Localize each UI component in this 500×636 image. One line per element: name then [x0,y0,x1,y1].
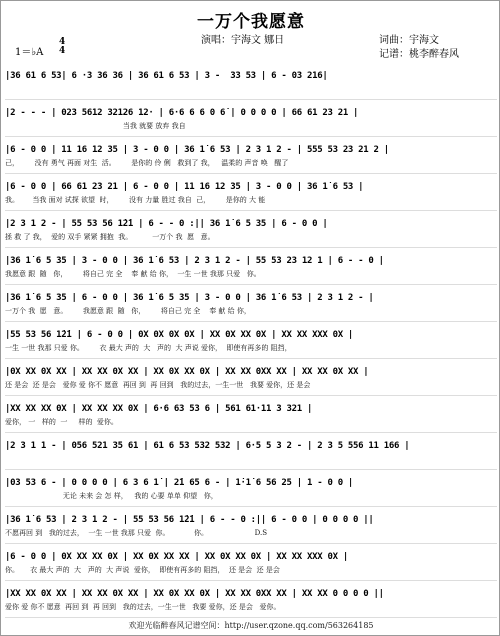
notation-line: |2 3 1 1 - | 056 521 35 61 | 61 6 53 532 532 | 6·5 5 3 2 - | 2 3 5 556 11 166 | [5,441,410,451]
notation-line: |36 1̇ 6 53 | 2 3 1 2 - | 55 53 56 1̇2̇1 | 6 - - 0 :|| 6 - 0 0 | 0 0 0 0 || [5,515,374,525]
notation-line: |36 1̇ 6 5 35 | 6 - 0 0 | 36 1̇ 6 5 35 | 3 - 0 0 | 36 1̇ 6 53 | 2 3 1 2 - | [5,293,374,303]
line-separator [5,469,497,470]
notation-line: |XX XX XX 0X | XX XX XX 0X | 6·6 63 53 6 | 561 61·11 3 321 | [5,404,313,414]
singer-credit: 演唱：宇海文 娜日 [201,35,285,46]
line-separator [5,136,497,137]
lyric-line: 我。 当我 面对 试探 欲望 时， 没有 力量 胜过 我自 己， 是你的 大 能 [5,196,266,204]
song-title: 一万个我愿意 [197,12,305,32]
footer-text: 欢迎光临醉春风记谱空间：http://user.qzone.qq.com/563264185 [128,621,374,630]
notation-line: |03 53 6 - | 0 0 0 0 | 6 3 6 1̇ | 2̇1 65 6 - | 1̇·1̇ 6 56 25 | 1 - 0 0 | [5,478,354,488]
line-separator [5,99,497,100]
notation-line: |6 - 0 0 | 66 61 23 21 | 6 - 0 0 | 11 16 12 35 | 3 - 0 0 | 36 1̇ 6 53 | [5,182,364,192]
line-separator [5,321,497,322]
lyric-line: 你。 衣 最大 声的 大 声的 大 声说 爱你， 即使有再多的 阻挡， 还 是会 还 是会 [5,566,280,574]
line-separator [5,210,497,211]
lyric-line: 不愿再回 到 我的过去， 一生 一世 我那 只爱 你。 你。 D.S [5,529,268,537]
lyric-line: 爱你， 一 样的 一 样的 爱你。 [5,418,118,426]
lyric-line: 还 是会 还 是会 爱你 爱 你不 愿意 再回 到 再 回到 我的过去，一生一世 我要 爱你，还 是会 [5,381,311,389]
line-separator [5,284,497,285]
lyric-line: 一生 一世 我那 只爱 你。 衣 最大 声的 大 声的 大 声说 爱你， 即使有再多的 阻挡， [5,344,292,352]
notation-line: |0X XX 0X XX | XX XX 0X XX | XX 0X XX 0X | XX XX 0XX XX | XX XX 0X XX | [5,367,369,377]
composer-credit: 词曲：宇海文 [379,35,439,46]
line-separator [5,506,497,507]
notation-line: |2 3 1 2 - | 55 53 56 1̇2̇1 | 6 - - 0 :|| 36 1̇ 6 5 35 | 6 - 0 0 | [5,219,328,229]
key-signature: 1＝♭A [15,47,44,58]
line-separator [5,173,497,174]
notation-line: |55 53 56 1̇2̇1 | 6 - 0 0 | 0X 0X 0X 0X | XX 0X XX 0X | XX XX XXX 0X | [5,330,354,340]
lyric-line: 爱你 爱 你不 愿意 再回 到 再 回到 我的过去，一生一世 我要 爱你，还 是会 爱你。 [5,603,281,611]
lyric-line: 己， 没有 勇气 再面 对生 活。 是你的 伶 俐 救到了 我， 温柔的 声音 唤 醒了 [5,159,289,167]
line-separator [5,247,497,248]
notation-line: |XX XX 0X XX | XX XX 0X XX | XX 0X XX 0X | XX XX 0XX XX | XX XX 0 0 0 0 || [5,589,384,599]
lyric-line: 我愿意 跟 随 你， 将自己 完 全 奉 献 给 你， 一生 一世 我那 只爱 你。 [5,270,261,278]
line-separator [5,395,497,396]
lyric-line: 无论 未来 会 怎 样， 我的 心要 单单 仰望 你， [5,492,218,500]
line-separator [5,543,497,544]
line-separator [5,358,497,359]
line-separator [5,580,497,581]
time-signature [59,38,65,56]
notation-line: |6 - 0 0 | 0X XX XX 0X | XX 0X XX XX | XX 0X XX 0X | XX XX XXX 0X | [5,552,348,562]
lyric-line: 一万个 我 愿 意。 我愿意 跟 随 你， 将自己 完 全 奉 献 给 你， [5,307,251,315]
line-separator [5,432,497,433]
transcriber-credit: 记谱：桃李醉春风 [379,49,459,60]
notation-line: |36 61 6 53| 6 ·3 36 36 | 36 61 6 53 | 3 - 33 53 | 6 - 03 216| [5,71,328,81]
time-sig-top: 4 [59,37,66,47]
time-sig-bottom: 4 [59,46,66,56]
lyric-line: 拯 救 了 我， 爱的 双手 紧紧 拥抱 我。 一万个 我 愿 意。 [5,233,215,241]
lyric-line: 当我 就要 放弃 我自 [5,122,186,130]
notation-line: |36 1̇ 6 5 35 | 3 - 0 0 | 36 1̇ 6 53 | 2 3 1 2 - | 55 53 23 12 1 | 6 - - 0 | [5,256,384,266]
line-separator [5,617,497,618]
notation-line: |6 - 0 0 | 11 16 12 35 | 3 - 0 0 | 36 1̇ 6 53 | 2 3 1 2 - | 555 53 23 21 2 | [5,145,389,155]
notation-line: |2 - - - | 023 5612 32126 12· | 6·6 6 6 0 6̇ | 0 0 0 0 | 66 61 23 21 | [5,108,359,118]
